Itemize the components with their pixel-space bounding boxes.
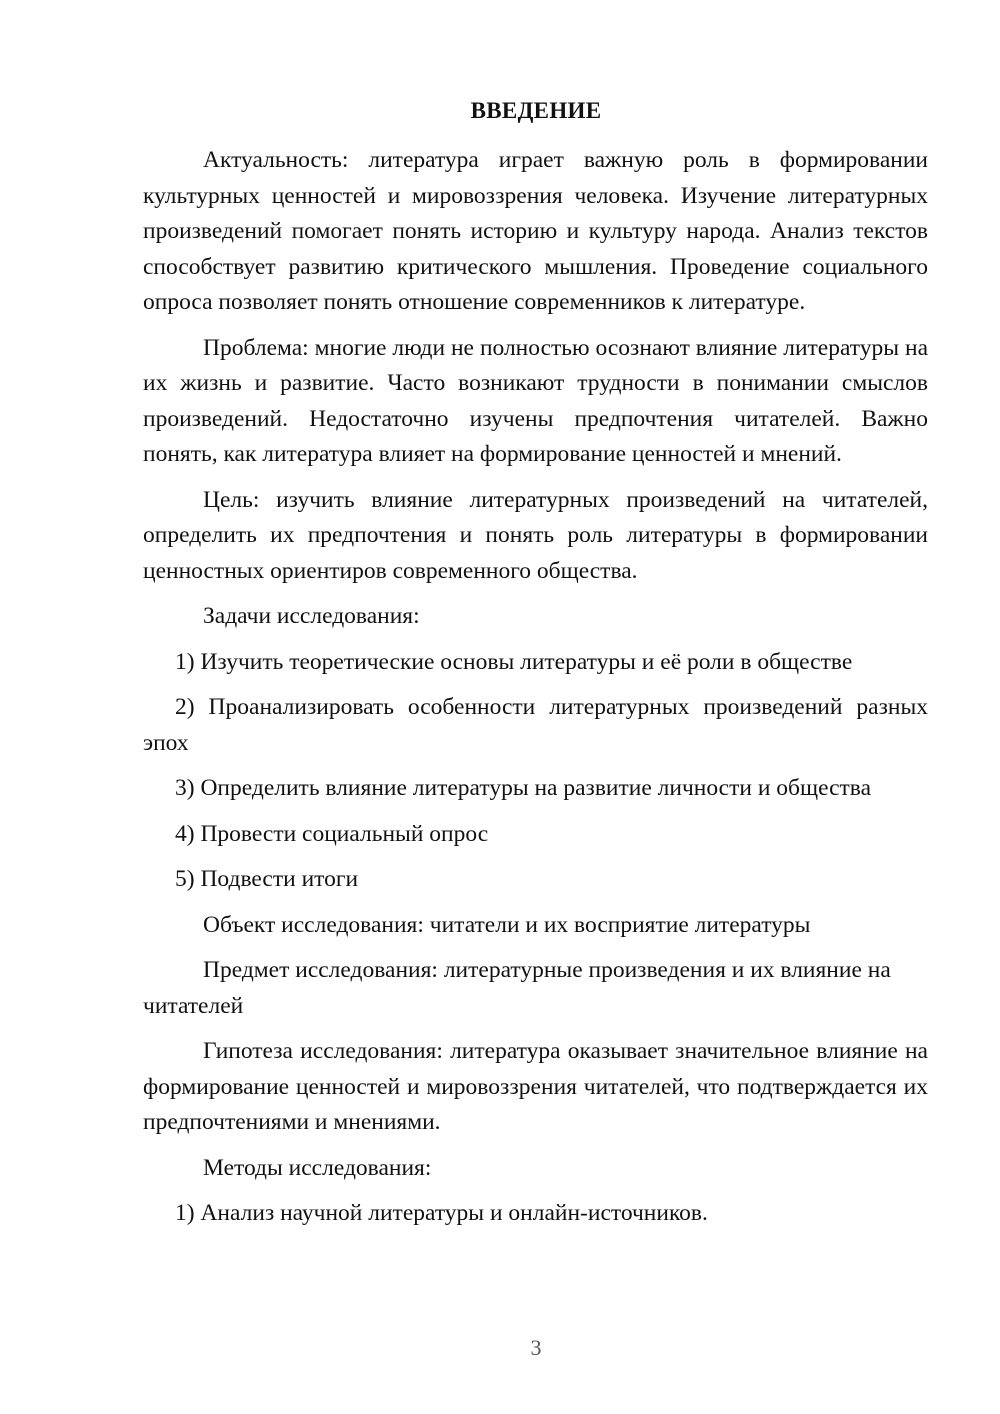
goal-paragraph: Цель: изучить влияние литературных произведений на читателей, определить их предпочтения и понять роль литературы в формировании ценностных ориентиров современного общества.: [143, 486, 928, 584]
task-item-5: 5) Подвести итоги: [175, 866, 359, 892]
document-body: [143, 143, 928, 1232]
method-item-1: 1) Анализ научной литературы и онлайн-источников.: [175, 1200, 708, 1226]
page-title: ВВЕДЕНИЕ: [470, 98, 602, 123]
subject-paragraph: Предмет исследования: литературные произведения и их влияние на читателей: [143, 957, 891, 1019]
tasks-heading: Задачи исследования:: [203, 603, 420, 629]
problem-paragraph: Проблема: многие люди не полностью осознают влияние литературы на их жизнь и развитие. Часто возникают трудности в понимании смыслов произведений. Недостаточно изучены предпочтения читателей. Важно понять, как литература влияет на формирование ценностей и мнений.: [143, 334, 928, 467]
task-item-2: 2) Проанализировать особенности литературных произведений разных эпох: [143, 694, 928, 756]
hypothesis-paragraph: Гипотеза исследования: литература оказывает значительное влияние на формирование ценностей и мировоззрения читателей, что подтверждается их предпочтениями и мнениями.: [143, 1038, 928, 1135]
task-item-3: 3) Определить влияние литературы на развитие личности и общества: [175, 775, 872, 801]
task-item-4: 4) Провести социальный опрос: [175, 820, 489, 847]
methods-heading: Методы исследования:: [203, 1154, 432, 1181]
relevance-paragraph: Актуальность: литература играет важную роль в формировании культурных ценностей и мировоззрения человека. Изучение литературных произведений помогает понять историю и культуру народа. Анализ текстов способствует развитию критического мышления. Проведение социального опроса позволяет понять отношение современников к литературе.: [143, 147, 928, 315]
task-item-1: 1) Изучить теоретические основы литературы и её роли в обществе: [175, 648, 853, 675]
page-number: 3: [530, 1335, 542, 1360]
object-paragraph: Объект исследования: читатели и их восприятие литературы: [203, 911, 811, 938]
